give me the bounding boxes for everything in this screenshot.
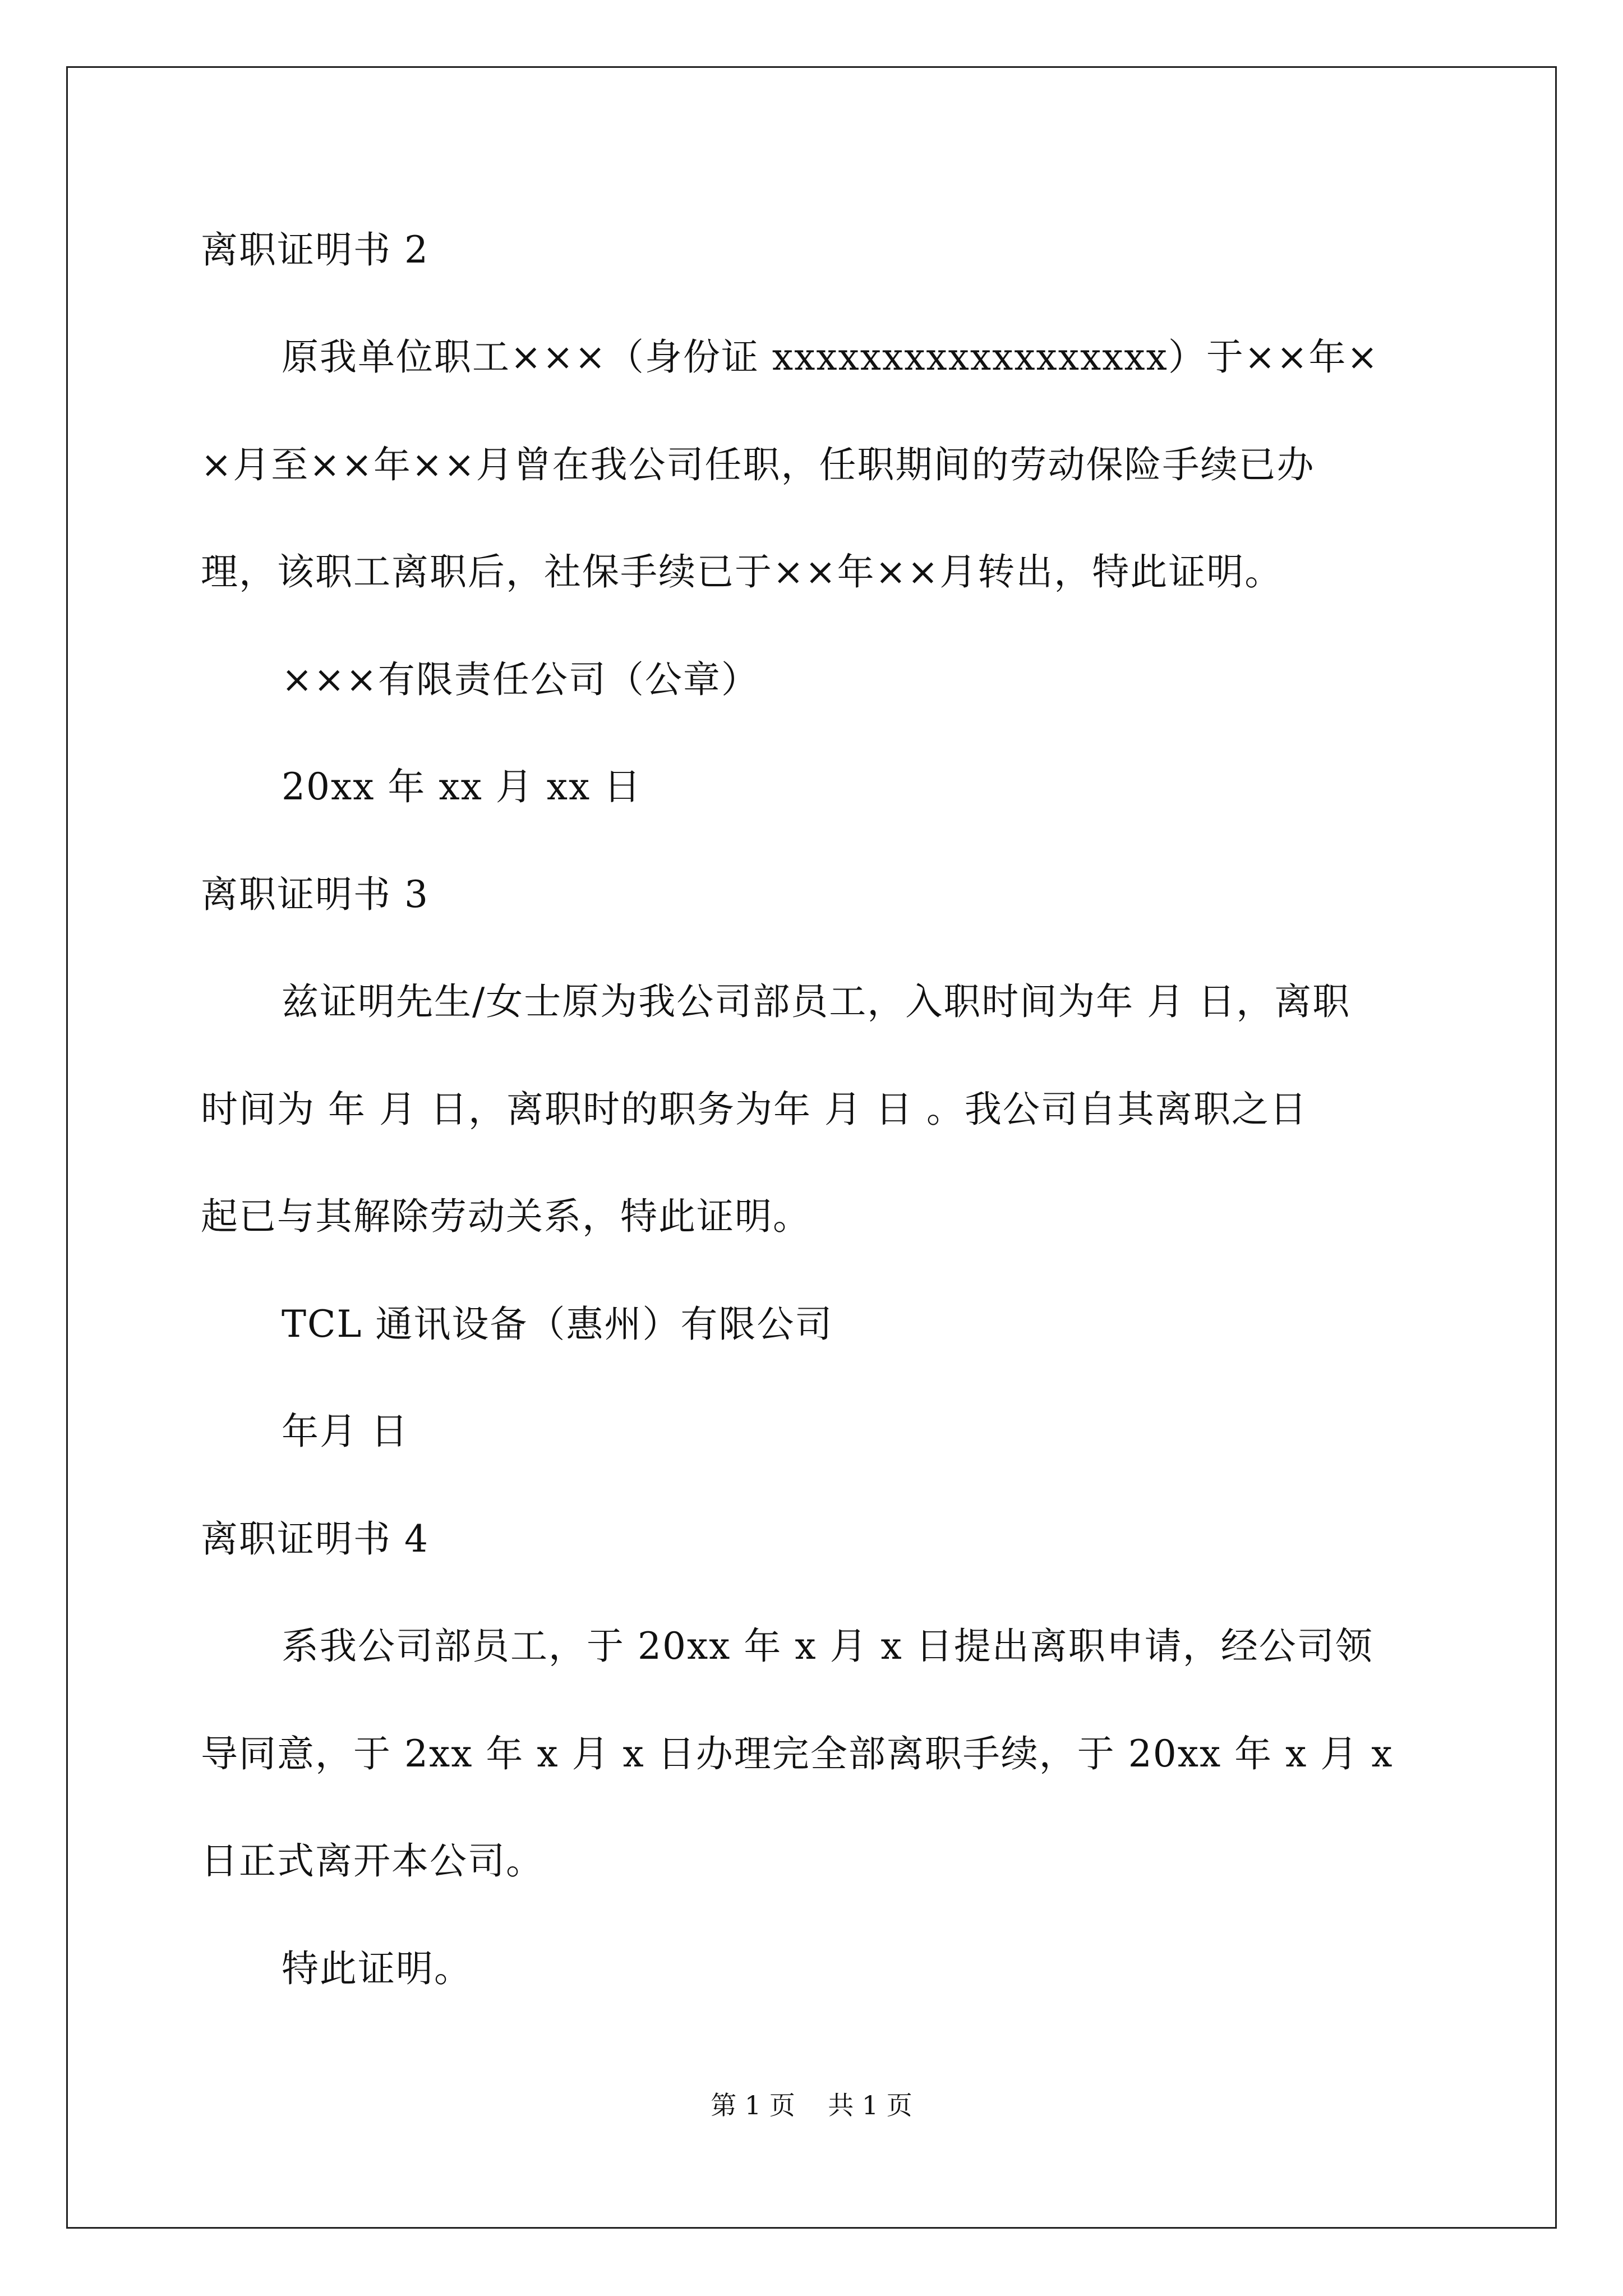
paragraph-line: ×月至××年××月曾在我公司任职，任职期间的劳动保险手续已办 (201, 443, 1315, 486)
paragraph-line: 时间为 年 月 日，离职时的职务为年 月 日 。我公司自其离职之日 (201, 1088, 1308, 1131)
closing-line: 特此证明。 (282, 1947, 472, 1990)
company-seal-line: ×××有限责任公司（公章） (282, 658, 759, 701)
section-heading-3: 离职证明书 3 (201, 873, 429, 916)
page-number-footer: 第 1 页 共 1 页 (711, 2090, 912, 2120)
paragraph-line: 日正式离开本公司。 (201, 1839, 544, 1883)
paragraph-line: 起已与其解除劳动关系，特此证明。 (201, 1195, 811, 1238)
date-line: 年月 日 (282, 1410, 409, 1453)
page-border (66, 66, 1557, 2229)
paragraph-line: 系我公司部员工，于 20xx 年 x 月 x 日提出离职申请，经公司领 (282, 1625, 1373, 1668)
paragraph-line: 理，该职工离职后，社保手续已于××年××月转出，特此证明。 (201, 550, 1283, 593)
paragraph-line: 导同意，于 2xx 年 x 月 x 日办理完全部离职手续，于 20xx 年 x 月 x (201, 1732, 1394, 1775)
date-line: 20xx 年 xx 月 xx 日 (282, 765, 642, 808)
paragraph-line: 原我单位职工×××（身份证 xxxxxxxxxxxxxxxxxx）于××年× (282, 335, 1379, 379)
company-name-line: TCL 通讯设备（惠州）有限公司 (282, 1303, 833, 1346)
section-heading-2: 离职证明书 2 (201, 228, 429, 272)
paragraph-line: 兹证明先生/女士原为我公司部员工，入职时间为年 月 日，离职 (282, 980, 1351, 1023)
section-heading-4: 离职证明书 4 (201, 1517, 429, 1561)
